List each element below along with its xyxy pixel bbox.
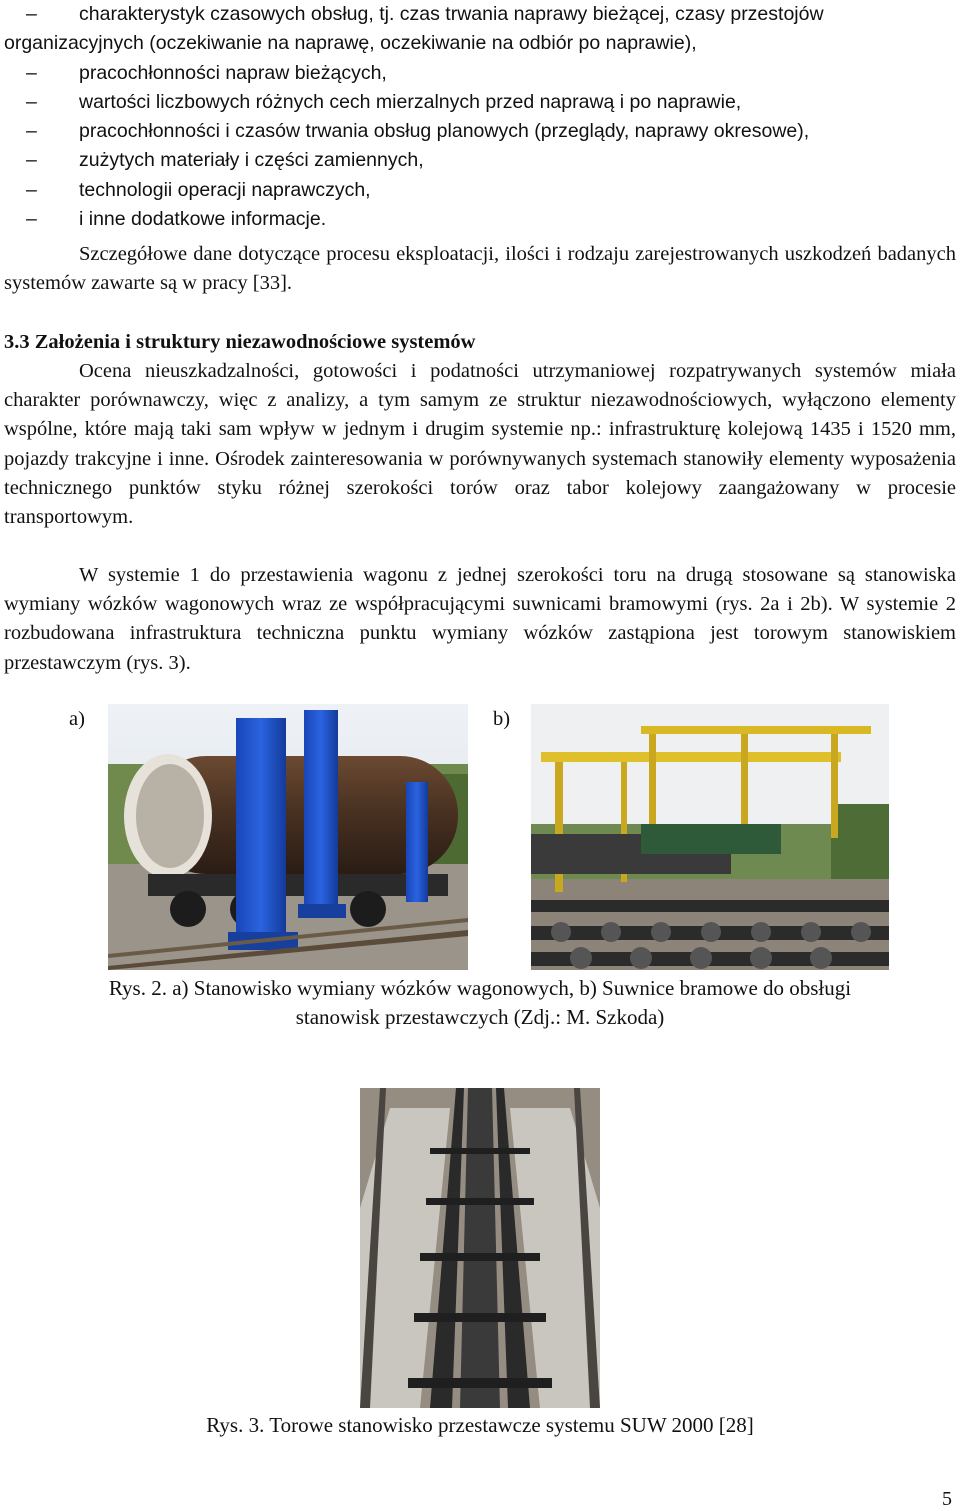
list-dash: – xyxy=(26,61,37,84)
list-item-continuation xyxy=(0,29,960,58)
list-item xyxy=(0,146,960,175)
list-item xyxy=(0,205,960,234)
photo-gantry-cranes-illustration xyxy=(531,704,889,970)
section-paragraph-2: W systemie 1 do przestawienia wagonu z jednej szerokości toru na drugą stosowane są stanowiska wymiany wózków wagonowych wraz ze współpracującymi suwnicami bramowymi (rys. 2a i 2b). W systemie 2 rozbudowana infrastruktura techniczna punktu wymiany wózków zastąpiona jest torowym stanowiskiem przestawczym (rys. 3). xyxy=(4,564,956,674)
intro-paragraph: Szczegółowe dane dotyczące procesu eksploatacji, ilości i rodzaju zarejestrowanych uszkodzeń badanych systemów zawarte są w pracy [33]. xyxy=(4,243,956,295)
list-item-text: pracochłonności napraw bieżących, xyxy=(79,61,387,84)
list-item xyxy=(0,59,960,88)
list-item-text: charakterystyk czasowych obsług, tj. czas trwania naprawy bieżącej, czasy przestojów xyxy=(79,3,824,25)
list-dash: – xyxy=(26,178,37,201)
photo-gauge-changing-track xyxy=(360,1088,600,1408)
list-dash: – xyxy=(26,208,37,231)
photo-bogie-exchange-station xyxy=(108,704,468,970)
figure2-caption-line2: stanowisk przestawczych (Zdj.: M. Szkoda) xyxy=(295,1005,665,1029)
list-item xyxy=(0,117,960,146)
list-item-text: organizacyjnych (oczekiwanie na naprawę, oczekiwanie na odbiór po naprawie), xyxy=(4,32,697,55)
list-item xyxy=(0,88,960,117)
section-heading: 3.3 Założenia i struktury niezawodnościowe systemów xyxy=(4,331,476,353)
list-dash: – xyxy=(26,90,37,113)
list-dash: – xyxy=(26,3,37,25)
list-dash: – xyxy=(26,120,37,143)
list-item-text: i inne dodatkowe informacje. xyxy=(79,208,327,231)
section-paragraph-1: Ocena nieuszkadzalności, gotowości i podatności utrzymaniowej rozpatrywanych systemów miała charakter porównawczy, więc z analizy, a tym samym ze struktur niezawodnościowych, wyłączono elementy wspólne, które mają taki sam wpływ w jednym i drugim systemie np.: infrastrukturę kolejową 1435 i 1520 mm, pojazdy trakcyjne i inne. Ośrodek zainteresowania w porównywanych systemach stanowiły elementy wyposażenia technicznego punktów styku różnej szerokości torów oraz tabor kolejowy zaangażowany w procesie transportowym. xyxy=(4,360,956,529)
bullet-list xyxy=(0,0,960,234)
list-dash: – xyxy=(26,149,37,172)
figure-label-b: b) xyxy=(493,708,511,730)
figure3-caption: Rys. 3. Torowe stanowisko przestawcze systemu SUW 2000 [28] xyxy=(206,1413,754,1437)
photo-gantry-cranes xyxy=(531,704,889,970)
list-item xyxy=(0,0,960,29)
photo-bogie-exchange-illustration xyxy=(108,704,468,970)
list-item-text: wartości liczbowych różnych cech mierzalnych przed naprawą i po naprawie, xyxy=(79,90,742,113)
figure2-caption-line1: Rys. 2. a) Stanowisko wymiany wózków wagonowych, b) Suwnice bramowe do obsługi xyxy=(108,976,852,1000)
list-item-text: pracochłonności i czasów trwania obsług planowych (przeglądy, naprawy okresowe), xyxy=(79,120,810,143)
figure-label-a: a) xyxy=(69,708,85,730)
photo-track-illustration xyxy=(360,1088,600,1408)
list-item-text: technologii operacji naprawczych, xyxy=(79,178,371,201)
page-number: 5 xyxy=(942,1488,952,1510)
list-item-text: zużytych materiały i części zamiennych, xyxy=(79,149,424,172)
list-item xyxy=(0,176,960,205)
